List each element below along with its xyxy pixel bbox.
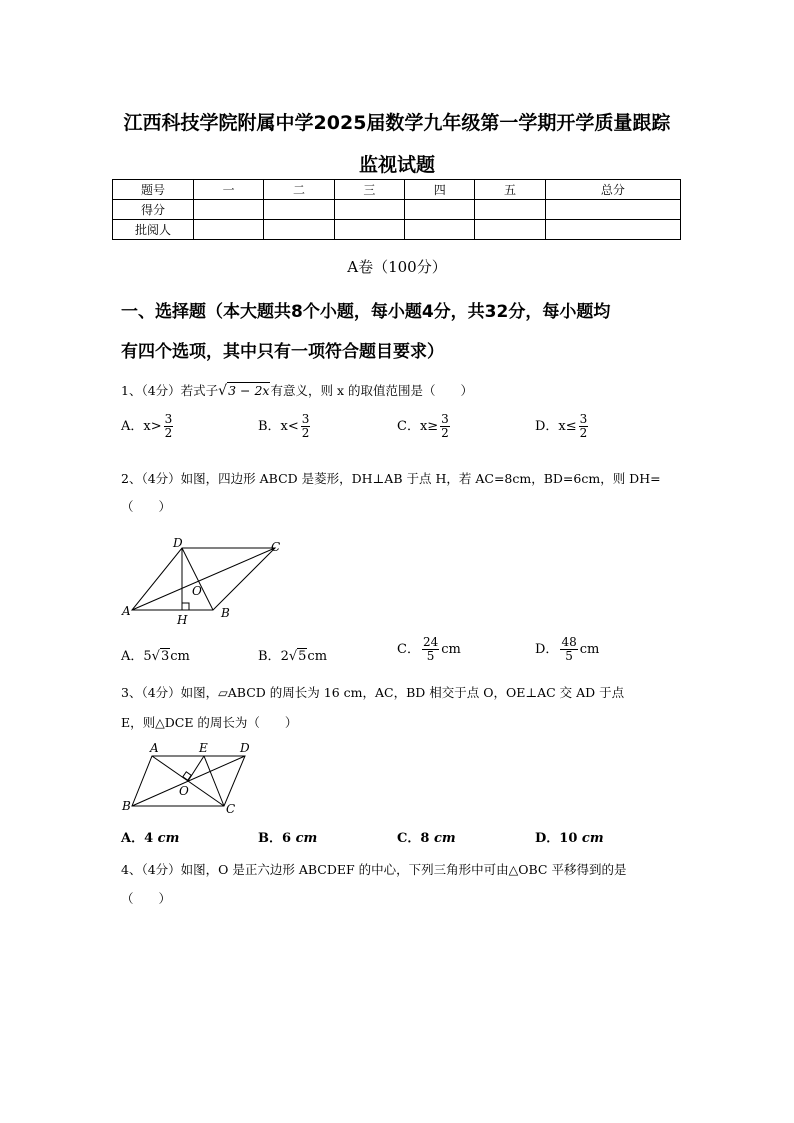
score-col-header: 二 [264, 180, 334, 200]
q1-option-c[interactable] [397, 413, 452, 440]
fraction-den: 2 [301, 426, 310, 440]
q2-radicand: 3 [160, 649, 170, 664]
grader-cell [475, 220, 545, 240]
q2-option-a[interactable] [121, 645, 190, 664]
question-3-stem-line1: 3、（4分）如图，▱ABCD 的周长为 16 cm，AC，BD 相交于点 O，OE⊥AC 交 AD 于点 [121, 685, 625, 700]
q3-unit: cm [581, 831, 604, 846]
label-d: D [173, 536, 183, 550]
label-h: H [177, 613, 188, 625]
score-cell [545, 200, 680, 220]
section1-heading-line2: 有四个选项，其中只有一项符合题目要求） [121, 342, 444, 362]
q1-radicand: 3 − 2x [228, 383, 270, 398]
rhombus-figure [118, 535, 288, 625]
sqrt-symbol: √ [288, 649, 298, 664]
label-c: C [271, 540, 281, 554]
q1-option-label: D．x≤ [535, 419, 577, 434]
grader-cell [545, 220, 680, 240]
fraction [440, 413, 450, 440]
question-1-stem [121, 381, 473, 399]
grader-cell [405, 220, 475, 240]
q3-value: 8 [420, 831, 430, 846]
q3-unit: cm [157, 831, 180, 846]
q3-option-label: D． [535, 831, 560, 846]
score-table [112, 179, 681, 240]
grader-row-label: 批阅人 [113, 220, 194, 240]
q2-option-label: B． [258, 649, 281, 664]
fraction-den: 5 [565, 649, 573, 663]
score-cell [475, 200, 545, 220]
score-cell [405, 200, 475, 220]
page-title-line2: 监视试题 [358, 154, 435, 176]
q1-option-d[interactable] [535, 413, 590, 440]
score-cell [334, 200, 404, 220]
page-title-line1: 江西科技学院附属中学2025届数学九年级第一学期开学质量跟踪 [123, 112, 671, 134]
q2-unit: cm [441, 642, 461, 657]
score-cell [194, 200, 264, 220]
fraction-num: 3 [164, 412, 173, 426]
score-col-header: 三 [334, 180, 404, 200]
sqrt-symbol: √ [218, 383, 228, 399]
label-b: B [122, 799, 131, 813]
diagonal-ac [132, 548, 275, 610]
score-col-header: 题号 [113, 180, 194, 200]
q2-coef: 2 [280, 649, 289, 664]
grader-cell [194, 220, 264, 240]
q3-option-c[interactable] [397, 827, 456, 846]
label-o: O [192, 584, 202, 598]
fraction [422, 636, 439, 663]
score-row [113, 200, 681, 220]
label-o: O [179, 784, 189, 798]
q2-coef: 5 [143, 649, 152, 664]
q2-option-d[interactable] [535, 636, 599, 663]
q1-option-a[interactable] [121, 413, 175, 440]
q2-unit: cm [579, 642, 600, 657]
q3-option-label: A． [121, 831, 145, 846]
q3-value: 6 [282, 831, 292, 846]
label-e: E [199, 741, 208, 755]
diagonal-bd [182, 548, 213, 610]
fraction-num: 24 [422, 635, 439, 649]
question-3-stem-line2: E，则△DCE 的周长为（ ） [121, 715, 298, 730]
q1-prefix: 1、（4分）若式子 [121, 383, 219, 398]
q1-suffix: 有意义，则 x 的取值范围是（ ） [270, 383, 473, 398]
label-b: B [221, 606, 230, 620]
q1-option-b[interactable] [258, 413, 312, 440]
volume-heading: A卷（100分） [347, 258, 447, 276]
fraction-den: 2 [164, 426, 173, 440]
q3-option-d[interactable] [535, 827, 604, 846]
q3-option-a[interactable] [121, 827, 179, 846]
q1-option-label: A．x> [121, 419, 162, 434]
fraction-num: 3 [301, 412, 310, 426]
label-c: C [226, 802, 236, 816]
q2-option-c[interactable] [397, 636, 461, 663]
section1-heading-line1: 一、选择题（本大题共8个小题，每小题4分，共32分，每小题均 [121, 302, 611, 322]
right-angle-mark [182, 603, 189, 610]
q2-option-label: D． [535, 642, 559, 657]
q3-option-label: B． [258, 831, 282, 846]
fraction-den: 2 [441, 426, 449, 440]
sqrt-symbol: √ [151, 649, 160, 664]
q3-option-label: C． [397, 831, 421, 846]
fraction [164, 413, 174, 440]
question-4-stem-line1: 4、（4分）如图，O 是正六边形 ABCDEF 的中心，下列三角形中可由△OBC 平移得到的是 [121, 862, 627, 877]
fraction [560, 636, 577, 663]
right-angle-mark [183, 772, 191, 780]
fraction-num: 3 [441, 412, 449, 426]
score-col-header: 总分 [545, 180, 680, 200]
q3-unit: cm [295, 831, 318, 846]
q1-option-label: C．x≥ [397, 419, 439, 434]
fraction [579, 413, 589, 440]
q2-option-b[interactable] [258, 645, 327, 664]
q3-option-b[interactable] [258, 827, 317, 846]
fraction-den: 5 [426, 649, 435, 663]
q2-unit: cm [170, 649, 190, 664]
q3-value: 4 [144, 831, 154, 846]
q2-radicand: 5 [298, 649, 307, 664]
q2-unit: cm [307, 649, 328, 664]
q2-option-label: C． [397, 642, 420, 657]
fraction [301, 413, 311, 440]
label-d: D [240, 741, 250, 755]
fraction-num: 48 [561, 635, 577, 649]
score-table-header-row [113, 180, 681, 200]
label-a: A [122, 604, 131, 618]
fraction-den: 2 [579, 426, 588, 440]
score-col-header: 四 [405, 180, 475, 200]
grader-row [113, 220, 681, 240]
score-cell [264, 200, 334, 220]
fraction-num: 3 [579, 412, 588, 426]
question-4-stem-line2: （ ） [121, 891, 172, 906]
q3-value: 10 [559, 831, 578, 846]
score-col-header: 五 [475, 180, 545, 200]
q2-option-label: A． [121, 649, 144, 664]
label-a: A [150, 741, 159, 755]
q3-unit: cm [433, 831, 456, 846]
grader-cell [264, 220, 334, 240]
question-2-stem-line2: （ ） [121, 499, 172, 514]
score-col-header: 一 [194, 180, 264, 200]
parallelogram-figure [118, 740, 268, 818]
q1-option-label: B．x< [258, 419, 299, 434]
grader-cell [334, 220, 404, 240]
score-row-label: 得分 [113, 200, 194, 220]
question-2-stem-line1: 2、（4分）如图，四边形 ABCD 是菱形，DH⊥AB 于点 H，若 AC=8cm，BD=6cm，则 DH= [121, 471, 661, 486]
